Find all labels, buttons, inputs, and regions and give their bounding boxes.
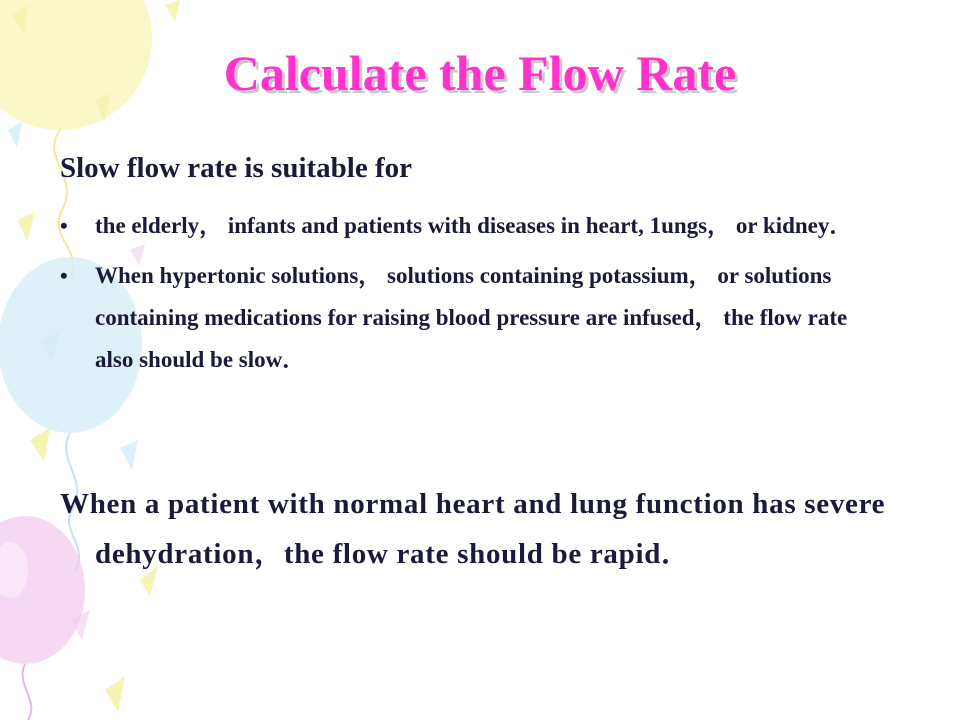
bullet-text: the elderly， infants and patients with diseases in heart, 1ungs， or kidney． [95,213,853,238]
bullet-item [60,205,880,247]
bullet-marker: • [60,213,68,238]
slide-title: Calculate the Flow Rate [223,45,737,101]
closing-paragraph: When a patient with normal heart and lung function has severe dehydration，the flow rate should be rapid． [60,488,886,570]
bullet-text: When hypertonic solutions， solutions containing potassium， or solutions containing medications for raising blood pressure are infused， the flow rate also should be slow． [95,263,848,372]
intro-heading: Slow flow rate is suitable for [60,152,412,184]
bullet-item [60,255,880,381]
bullet-list [60,205,880,389]
bullet-marker: • [60,263,68,288]
